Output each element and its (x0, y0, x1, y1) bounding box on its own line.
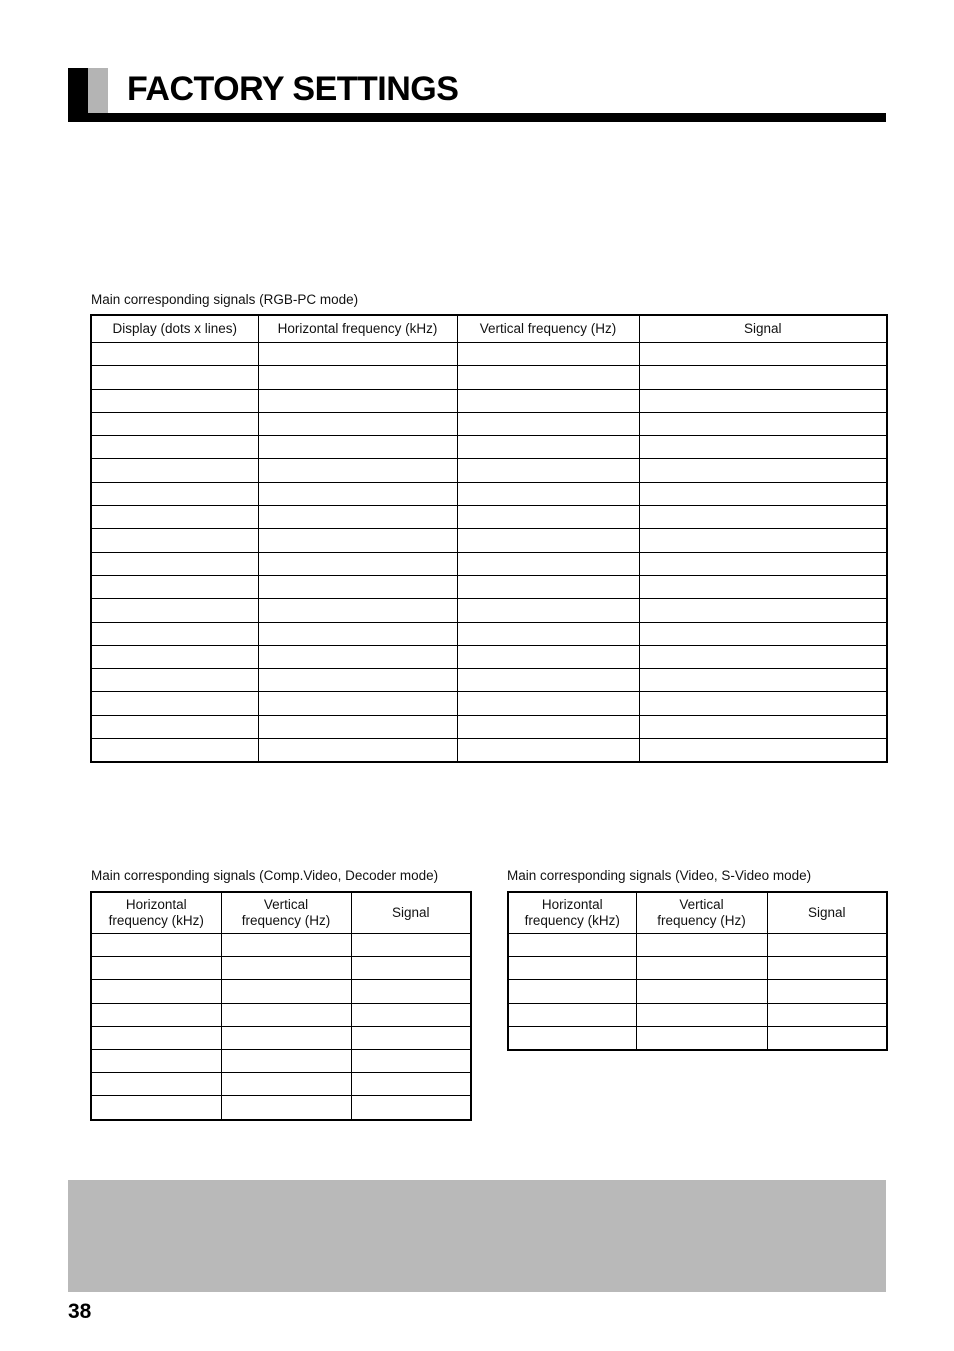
table-cell (767, 934, 887, 957)
column-header: Signal (639, 315, 887, 343)
table-cell (91, 1049, 221, 1072)
column-header: Vertical frequency (Hz) (457, 315, 639, 343)
table-cell (351, 957, 471, 980)
table-cell (91, 366, 258, 389)
table-cell (508, 934, 636, 957)
table-cell (221, 1026, 351, 1049)
table-cell (767, 980, 887, 1003)
table-cell (639, 669, 887, 692)
table-cell (91, 506, 258, 529)
table-row (91, 389, 887, 412)
rgb-table-caption: Main corresponding signals (RGB-PC mode) (91, 292, 359, 307)
header-rule (68, 113, 886, 122)
table-cell (351, 980, 471, 1003)
table-cell (91, 980, 221, 1003)
header-block-accent (88, 68, 108, 115)
table-row (91, 436, 887, 459)
table-cell (457, 692, 639, 715)
page-number: 38 (68, 1300, 92, 1323)
table-cell (457, 343, 639, 366)
table-cell (91, 957, 221, 980)
table-row (91, 1096, 471, 1120)
table-row (91, 459, 887, 482)
table-cell (351, 1049, 471, 1072)
table-cell (767, 957, 887, 980)
table-cell (258, 645, 457, 668)
table-cell (636, 1026, 767, 1050)
table-row (91, 482, 887, 505)
table-row (508, 1026, 887, 1050)
table-cell (221, 934, 351, 957)
table-cell (508, 957, 636, 980)
comp-video-signals-table (90, 891, 472, 1121)
table-cell (258, 482, 457, 505)
table-cell (91, 552, 258, 575)
table-row (91, 645, 887, 668)
table-cell (91, 599, 258, 622)
table-cell (508, 1003, 636, 1026)
table-cell (639, 575, 887, 598)
table-cell (91, 575, 258, 598)
table-cell (639, 343, 887, 366)
table-row (91, 934, 471, 957)
table-cell (457, 412, 639, 435)
table-row (91, 980, 471, 1003)
table-cell (258, 715, 457, 738)
column-header: Horizontal frequency (kHz) (258, 315, 457, 343)
table-cell (639, 366, 887, 389)
table-cell (258, 739, 457, 763)
table-cell (91, 529, 258, 552)
table-row (91, 1026, 471, 1049)
table-cell (639, 459, 887, 482)
gray-panel (68, 1180, 886, 1292)
table-cell (258, 575, 457, 598)
table-cell (91, 459, 258, 482)
video-table-caption: Main corresponding signals (Video, S-Video mode) (507, 868, 812, 883)
table-cell (636, 957, 767, 980)
table-cell (639, 529, 887, 552)
table-cell (91, 622, 258, 645)
table-cell (639, 715, 887, 738)
table-cell (457, 715, 639, 738)
table-cell (457, 506, 639, 529)
table-cell (457, 622, 639, 645)
table-cell (767, 1003, 887, 1026)
table-cell (351, 934, 471, 957)
table-cell (457, 552, 639, 575)
table-cell (91, 436, 258, 459)
table-cell (91, 934, 221, 957)
table-row (508, 957, 887, 980)
table-cell (457, 389, 639, 412)
column-header: Vertical frequency (Hz) (636, 892, 767, 934)
table-cell (351, 1003, 471, 1026)
table-cell (457, 482, 639, 505)
table-row (508, 980, 887, 1003)
table-cell (258, 366, 457, 389)
table-cell (639, 412, 887, 435)
header-block (68, 68, 108, 115)
page-title: FACTORY SETTINGS (127, 70, 459, 108)
table-row (91, 669, 887, 692)
table-cell (258, 459, 457, 482)
table-cell (639, 506, 887, 529)
table-row (91, 506, 887, 529)
table-cell (351, 1073, 471, 1096)
table-cell (767, 1026, 887, 1050)
table-row (91, 366, 887, 389)
table-row (91, 1049, 471, 1072)
table-cell (639, 436, 887, 459)
table-cell (457, 436, 639, 459)
table-cell (258, 389, 457, 412)
table-cell (639, 692, 887, 715)
table-cell (91, 1003, 221, 1026)
table-row (508, 1003, 887, 1026)
table-row (91, 529, 887, 552)
table-row (91, 599, 887, 622)
table-cell (91, 482, 258, 505)
column-header: Vertical frequency (Hz) (221, 892, 351, 934)
table-cell (258, 529, 457, 552)
table-cell (636, 1003, 767, 1026)
table-cell (91, 1026, 221, 1049)
table-row (91, 1003, 471, 1026)
table-row (91, 412, 887, 435)
table-row (91, 957, 471, 980)
table-cell (91, 389, 258, 412)
table-row (508, 934, 887, 957)
table-cell (91, 715, 258, 738)
table-row (91, 343, 887, 366)
column-header: Display (dots x lines) (91, 315, 258, 343)
table-row (91, 622, 887, 645)
table-cell (508, 1026, 636, 1050)
table-cell (91, 739, 258, 763)
column-header: Signal (767, 892, 887, 934)
column-header: Horizontal frequency (kHz) (91, 892, 221, 934)
table-cell (221, 1073, 351, 1096)
table-cell (639, 645, 887, 668)
table-cell (639, 739, 887, 763)
table-row (91, 692, 887, 715)
table-cell (258, 669, 457, 692)
table-cell (91, 1096, 221, 1120)
table-row (91, 715, 887, 738)
table-cell (457, 529, 639, 552)
table-cell (457, 645, 639, 668)
table-cell (258, 622, 457, 645)
table-cell (258, 412, 457, 435)
table-cell (258, 506, 457, 529)
table-cell (91, 692, 258, 715)
table-cell (639, 552, 887, 575)
table-cell (258, 552, 457, 575)
table-cell (91, 669, 258, 692)
table-cell (258, 692, 457, 715)
table-cell (457, 575, 639, 598)
table-cell (457, 739, 639, 763)
table-cell (351, 1096, 471, 1120)
video-signals-table (507, 891, 888, 1051)
table-cell (258, 599, 457, 622)
table-row (91, 575, 887, 598)
table-cell (639, 482, 887, 505)
table-cell (221, 980, 351, 1003)
column-header: Horizontal frequency (kHz) (508, 892, 636, 934)
table-row (91, 1073, 471, 1096)
table-cell (91, 645, 258, 668)
table-row (91, 739, 887, 763)
table-cell (221, 1003, 351, 1026)
column-header: Signal (351, 892, 471, 934)
table-cell (508, 980, 636, 1003)
table-row (91, 552, 887, 575)
table-cell (457, 599, 639, 622)
table-cell (258, 436, 457, 459)
table-cell (457, 366, 639, 389)
table-cell (91, 343, 258, 366)
table-cell (91, 412, 258, 435)
table-cell (351, 1026, 471, 1049)
table-cell (636, 980, 767, 1003)
table-cell (457, 459, 639, 482)
table-cell (639, 599, 887, 622)
table-cell (258, 343, 457, 366)
rgb-pc-signals-table (90, 314, 888, 763)
table-cell (221, 1049, 351, 1072)
table-cell (636, 934, 767, 957)
table-cell (639, 389, 887, 412)
table-cell (221, 957, 351, 980)
comp-table-caption: Main corresponding signals (Comp.Video, Decoder mode) (91, 868, 439, 883)
table-cell (639, 622, 887, 645)
table-cell (457, 669, 639, 692)
table-cell (221, 1096, 351, 1120)
table-cell (91, 1073, 221, 1096)
